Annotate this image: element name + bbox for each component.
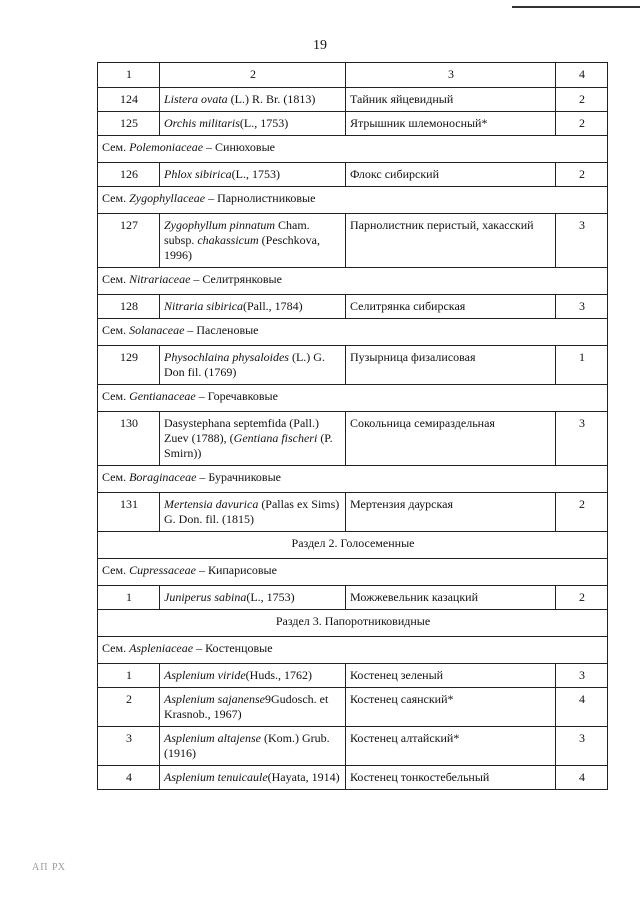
russian-name: Костенец зеленый bbox=[346, 664, 556, 688]
status-category: 2 bbox=[556, 112, 608, 136]
row-number: 126 bbox=[98, 163, 160, 187]
header-row bbox=[98, 63, 608, 88]
section-row bbox=[98, 610, 608, 637]
family-row bbox=[98, 319, 608, 346]
text-fragment: (Pall., 1784) bbox=[243, 299, 303, 313]
russian-name: Костенец тонкостебельный bbox=[346, 766, 556, 790]
family-name bbox=[98, 559, 608, 586]
latin-name bbox=[160, 346, 346, 385]
section-title: Раздел 3. Папоротниковидные bbox=[98, 610, 608, 637]
section-title: Раздел 2. Голосеменные bbox=[98, 532, 608, 559]
italic-text: Boraginaceae bbox=[129, 470, 197, 484]
row-number: 2 bbox=[98, 688, 160, 727]
text-fragment: 9Gudosch. et Krasnob., 1967) bbox=[164, 692, 329, 721]
row-number: 4 bbox=[98, 766, 160, 790]
italic-text: Asplenium altajense bbox=[164, 731, 261, 745]
status-category: 4 bbox=[556, 766, 608, 790]
russian-name: Сокольница семираздельная bbox=[346, 412, 556, 466]
latin-name bbox=[160, 412, 346, 466]
text-fragment: Сем. bbox=[102, 323, 130, 337]
text-fragment: (L., 1753) bbox=[231, 167, 280, 181]
species-row bbox=[98, 295, 608, 319]
italic-text: chakassicum bbox=[197, 233, 259, 247]
latin-name bbox=[160, 664, 346, 688]
family-row bbox=[98, 559, 608, 586]
latin-name bbox=[160, 586, 346, 610]
text-fragment: (L.) R. Br. (1813) bbox=[227, 92, 316, 106]
italic-text: Orchis militaris bbox=[164, 116, 240, 130]
russian-name: Ятрышник шлемоносный* bbox=[346, 112, 556, 136]
row-number: 124 bbox=[98, 88, 160, 112]
status-category: 2 bbox=[556, 88, 608, 112]
latin-name bbox=[160, 112, 346, 136]
italic-text: Mertensia davurica bbox=[164, 497, 259, 511]
latin-name bbox=[160, 295, 346, 319]
latin-name bbox=[160, 727, 346, 766]
status-category: 1 bbox=[556, 346, 608, 385]
text-fragment: Сем. bbox=[102, 641, 130, 655]
row-number: 128 bbox=[98, 295, 160, 319]
russian-name: Парнолистник перистый, хакасский bbox=[346, 214, 556, 268]
text-fragment: Сем. bbox=[102, 389, 130, 403]
status-category: 3 bbox=[556, 295, 608, 319]
row-number: 125 bbox=[98, 112, 160, 136]
text-fragment: Сем. bbox=[102, 140, 130, 154]
italic-text: Listera ovata bbox=[164, 92, 228, 106]
text-fragment: – Костенцовые bbox=[193, 641, 273, 655]
italic-text: Nitrariaceae bbox=[129, 272, 191, 286]
family-name bbox=[98, 268, 608, 295]
text-fragment: (Peschkova, 1996) bbox=[164, 233, 320, 262]
text-fragment: – Бурачниковые bbox=[196, 470, 281, 484]
text-fragment: – Селитрянковые bbox=[190, 272, 282, 286]
page-number: 19 bbox=[313, 38, 327, 53]
family-name bbox=[98, 136, 608, 163]
text-fragment: – Парнолистниковые bbox=[205, 191, 316, 205]
family-row bbox=[98, 136, 608, 163]
species-row bbox=[98, 412, 608, 466]
text-fragment: – Синюховые bbox=[203, 140, 275, 154]
text-fragment: Dasystephana septemfida (Pall.) Zuev (1788), ( bbox=[164, 416, 319, 445]
status-category: 3 bbox=[556, 727, 608, 766]
italic-text: Zygophyllum pinnatum bbox=[164, 218, 275, 232]
italic-text: Asplenium sajanense bbox=[164, 692, 265, 706]
italic-text: Cupressaceae bbox=[129, 563, 196, 577]
italic-text: Zygophyllaceae bbox=[129, 191, 206, 205]
family-name bbox=[98, 466, 608, 493]
row-number: 127 bbox=[98, 214, 160, 268]
species-row bbox=[98, 163, 608, 187]
species-table bbox=[97, 62, 608, 790]
corner-line-mark bbox=[512, 6, 640, 8]
text-fragment: (L., 1753) bbox=[246, 590, 295, 604]
russian-name: Пузырница физалисовая bbox=[346, 346, 556, 385]
family-row bbox=[98, 637, 608, 664]
text-fragment: Сем. bbox=[102, 470, 130, 484]
russian-name: Можжевельник казацкий bbox=[346, 586, 556, 610]
section-row bbox=[98, 532, 608, 559]
header-col-status: 4 bbox=[556, 63, 608, 88]
species-row bbox=[98, 766, 608, 790]
latin-name bbox=[160, 88, 346, 112]
header-col-number: 1 bbox=[98, 63, 160, 88]
text-fragment: (L.) G. Don fil. (1769) bbox=[164, 350, 325, 379]
status-category: 3 bbox=[556, 664, 608, 688]
species-row bbox=[98, 727, 608, 766]
species-row bbox=[98, 688, 608, 727]
header-col-latin-name: 2 bbox=[160, 63, 346, 88]
species-row bbox=[98, 88, 608, 112]
text-fragment: (Kom.) Grub. (1916) bbox=[164, 731, 330, 760]
status-category: 3 bbox=[556, 214, 608, 268]
russian-name: Костенец алтайский* bbox=[346, 727, 556, 766]
species-row bbox=[98, 214, 608, 268]
family-row bbox=[98, 268, 608, 295]
text-fragment: Сем. bbox=[102, 191, 130, 205]
status-category: 2 bbox=[556, 163, 608, 187]
row-number: 3 bbox=[98, 727, 160, 766]
italic-text: Solanaceae bbox=[129, 323, 185, 337]
italic-text: Gentianaceae bbox=[129, 389, 196, 403]
status-category: 2 bbox=[556, 586, 608, 610]
russian-name: Тайник яйцевидный bbox=[346, 88, 556, 112]
row-number: 1 bbox=[98, 664, 160, 688]
species-row bbox=[98, 586, 608, 610]
species-row bbox=[98, 112, 608, 136]
text-fragment: – Кипарисовые bbox=[195, 563, 277, 577]
russian-name: Мертензия даурская bbox=[346, 493, 556, 532]
text-fragment: (L., 1753) bbox=[239, 116, 289, 130]
italic-text: Juniperus sabina bbox=[164, 590, 247, 604]
family-name bbox=[98, 385, 608, 412]
italic-text: Physochlaina physaloides bbox=[164, 350, 289, 364]
row-number: 130 bbox=[98, 412, 160, 466]
species-row bbox=[98, 346, 608, 385]
latin-name bbox=[160, 214, 346, 268]
italic-text: Asplenium tenuicaule bbox=[164, 770, 268, 784]
italic-text: Phlox sibirica bbox=[164, 167, 232, 181]
footer-archive-mark: АП РХ bbox=[32, 862, 67, 873]
family-name bbox=[98, 319, 608, 346]
family-row bbox=[98, 187, 608, 214]
status-category: 3 bbox=[556, 412, 608, 466]
text-fragment: Сем. bbox=[102, 272, 130, 286]
species-row bbox=[98, 493, 608, 532]
italic-text: Gentiana fischeri bbox=[233, 431, 318, 445]
row-number: 1 bbox=[98, 586, 160, 610]
latin-name bbox=[160, 766, 346, 790]
family-row bbox=[98, 466, 608, 493]
row-number: 129 bbox=[98, 346, 160, 385]
text-fragment: Cham. subsp. bbox=[164, 218, 310, 247]
text-fragment: (Hayata, 1914) bbox=[267, 770, 340, 784]
latin-name bbox=[160, 688, 346, 727]
species-row bbox=[98, 664, 608, 688]
text-fragment: (Huds., 1762) bbox=[245, 668, 312, 682]
italic-text: Nitraria sibirica bbox=[164, 299, 244, 313]
status-category: 4 bbox=[556, 688, 608, 727]
text-fragment: – Горечавковые bbox=[195, 389, 278, 403]
row-number: 131 bbox=[98, 493, 160, 532]
text-fragment: (P. Smirn)) bbox=[164, 431, 333, 460]
russian-name: Селитрянка сибирская bbox=[346, 295, 556, 319]
text-fragment: Сем. bbox=[102, 563, 130, 577]
text-fragment: (Pallas ex Sims) G. Don. fil. (1815) bbox=[164, 497, 340, 526]
latin-name bbox=[160, 493, 346, 532]
family-row bbox=[98, 385, 608, 412]
italic-text: Polemoniaceae bbox=[129, 140, 204, 154]
russian-name: Флокс сибирский bbox=[346, 163, 556, 187]
italic-text: Asplenium viride bbox=[164, 668, 246, 682]
family-name bbox=[98, 187, 608, 214]
italic-text: Aspleniaceae bbox=[129, 641, 194, 655]
latin-name bbox=[160, 163, 346, 187]
text-fragment: – Пасленовые bbox=[184, 323, 259, 337]
status-category: 2 bbox=[556, 493, 608, 532]
family-name bbox=[98, 637, 608, 664]
header-col-russian-name: 3 bbox=[346, 63, 556, 88]
russian-name: Костенец саянский* bbox=[346, 688, 556, 727]
